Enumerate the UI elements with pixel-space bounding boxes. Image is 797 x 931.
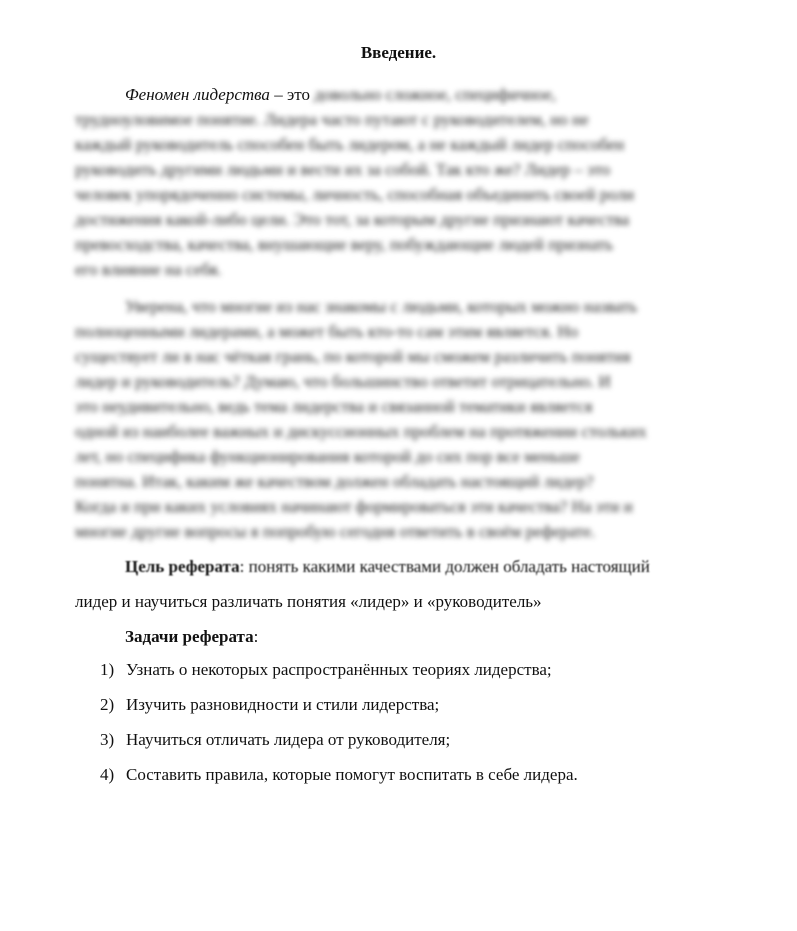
second-para-line: одной из наиболее важных и дискуссионных проблем на протяжении стольких [75,422,647,441]
intro-line: его влияние на себя. [75,260,222,279]
task-number: 3) [100,730,115,749]
task-text: Узнать о некоторых распространённых теориях лидерства; [126,660,552,679]
second-para-line: многие другие вопросы я попробую сегодня ответить в своём реферате. [75,522,596,541]
goal-text-line1: понять какими качествами должен обладать настоящий [244,557,650,576]
intro-line: руководить другими людьми и вести их за собой. Так кто же? Лидер – это [75,160,611,179]
task-item [100,764,740,786]
second-para-line: лидер и руководитель? Думаю, что большинство ответит отрицательно. И [75,372,611,391]
task-item [100,659,740,681]
intro-lead-tail: довольно сложное, специфичное, [314,85,556,104]
second-para-line: Уверена, что многие из нас знакомы с людьми, которых можно назвать [125,297,638,316]
second-para-line: понятна. Итак, каким же качеством должен обладать настоящий лидер? [75,472,594,491]
task-number: 1) [100,660,115,679]
task-text: Научиться отличать лидера от руководителя; [126,730,451,749]
intro-line: трудноуловимое понятие. Лидера часто путают с руководителем, но не [75,110,589,129]
second-para-line: это неудивительно, ведь тема лидерства и связанной тематики является [75,397,593,416]
second-para-line: лет, но специфика функционирования которой до сих пор все меньше [75,447,580,466]
goal-text-line2: лидер и научиться различать понятия «лидер» и «руководитель» [75,592,542,611]
task-text: Составить правила, которые помогут воспитать в себе лидера. [126,765,578,784]
tasks-colon: : [253,627,259,646]
intro-lead-term: Феномен лидерства [125,85,270,104]
intro-line: человек упорядоченно системы, личность, способная объединить своей роли [75,185,635,204]
intro-line-first [125,82,747,107]
second-para-line: Когда и при каких условиях начинают формироваться эти качества? На эти и [75,497,633,516]
task-text: Изучить разновидности и стили лидерства; [126,695,440,714]
tasks-label: Задачи реферата [125,627,254,646]
goal-line-first [125,554,747,579]
tasks-heading [125,624,747,649]
intro-line: достижения какой-либо цели. Это тот, за которым другие признают качества [75,210,630,229]
intro-line: превосходства, качества, внушающие веру, побуждающие людей признать [75,235,613,254]
task-item [100,729,740,751]
goal-colon: : [239,557,245,576]
goal-label: Цель реферата [125,557,240,576]
intro-lead-dash: – это [269,85,315,104]
second-para-line: существует ли в нас чёткая грань, по которой мы сможем различить понятия [75,347,631,366]
task-item [100,694,740,716]
document-title: Введение. [360,43,437,62]
intro-line: каждый руководитель способен быть лидером, а не каждый лидер способен [75,135,625,154]
task-number: 2) [100,695,115,714]
second-para-line: полноценными лидерами, а может быть кто-то сам этим является. Но [75,322,579,341]
task-number: 4) [100,765,115,784]
